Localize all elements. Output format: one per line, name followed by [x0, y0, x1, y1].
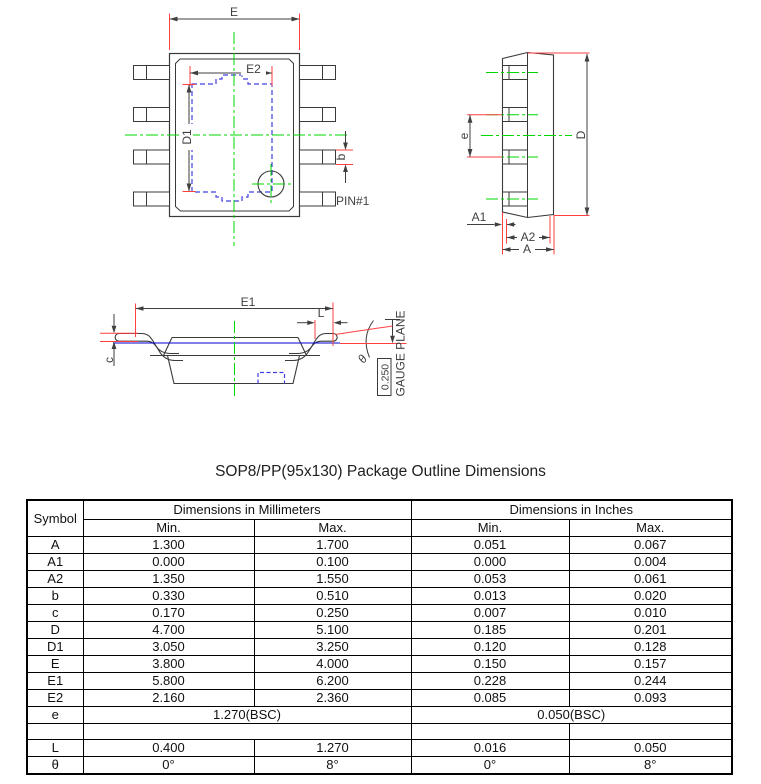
dim-label-E: E: [229, 5, 239, 19]
page-title: SOP8/PP(95x130) Package Outline Dimensions: [215, 463, 546, 480]
table-row-e: e 1.270(BSC) 0.050(BSC): [27, 707, 732, 724]
table-row: A1 0.000 0.100 0.000 0.004: [27, 554, 732, 571]
exposed-pad-outline: [192, 75, 272, 201]
gauge-plane-label: GAUGE PLANE: [393, 310, 408, 397]
table-row: D 4.700 5.100 0.185 0.201: [27, 622, 732, 639]
col-header-mm: Dimensions in Millimeters: [83, 500, 411, 520]
pin1-label: PIN#1: [336, 194, 370, 208]
table-row: E 3.800 4.000 0.150 0.157: [27, 656, 732, 673]
col-header-inches: Dimensions in Inches: [411, 500, 732, 520]
dimensions-table: [26, 499, 733, 775]
col-header-mm-min: Min.: [83, 520, 254, 537]
dim-label-b: b: [334, 153, 348, 161]
theta-arc: [366, 321, 373, 358]
dim-label-L: L: [317, 306, 325, 320]
top-view-arrowheads: [170, 17, 348, 192]
front-body-bottom: [168, 356, 300, 384]
table-row: E2 2.160 2.360 0.085 0.093: [27, 690, 732, 707]
dim-label-theta: θ: [354, 352, 371, 366]
dim-label-e: e: [457, 132, 471, 140]
table-row: A 1.300 1.700 0.051 0.067: [27, 537, 732, 554]
table-row: c 0.170 0.250 0.007 0.010: [27, 605, 732, 622]
top-view-centerlines: [125, 32, 350, 246]
gauge-value-label: 0.250: [379, 363, 392, 391]
right-leads: [300, 66, 336, 207]
dim-label-c: c: [102, 357, 116, 363]
table-row: b 0.330 0.510 0.013 0.020: [27, 588, 732, 605]
col-header-mm-max: Max.: [254, 520, 411, 537]
table-row: E1 5.800 6.200 0.228 0.244: [27, 673, 732, 690]
dim-label-A: A: [522, 242, 532, 256]
table-row: D1 3.050 3.250 0.120 0.128: [27, 639, 732, 656]
col-header-symbol: Symbol: [27, 500, 83, 537]
dim-label-D: D: [574, 130, 588, 140]
top-view-dimension-lines: [170, 19, 346, 191]
dim-label-A2: A2: [520, 230, 536, 244]
col-header-in-max: Max.: [569, 520, 732, 537]
header-row-minmax: [27, 520, 732, 537]
table-row: A2 1.350 1.550 0.053 0.061: [27, 571, 732, 588]
dim-label-D1: D1: [180, 129, 194, 145]
dim-label-A1: A1: [471, 210, 487, 224]
left-leads: [134, 66, 170, 207]
lead-angle-line: [335, 326, 393, 335]
col-header-in-min: Min.: [411, 520, 569, 537]
table-row-spacer: [27, 724, 732, 740]
dim-label-E2: E2: [246, 62, 261, 76]
front-view-extension-lines: [100, 303, 407, 347]
table-row: L 0.400 1.270 0.016 0.050: [27, 740, 732, 757]
dim-label-E1: E1: [240, 295, 256, 309]
front-pad-notch: [258, 373, 285, 384]
top-view-extension-lines: [170, 14, 354, 192]
table-row-theta: θ 0° 8° 0° 8°: [27, 757, 732, 775]
header-row-sections: [27, 500, 732, 520]
